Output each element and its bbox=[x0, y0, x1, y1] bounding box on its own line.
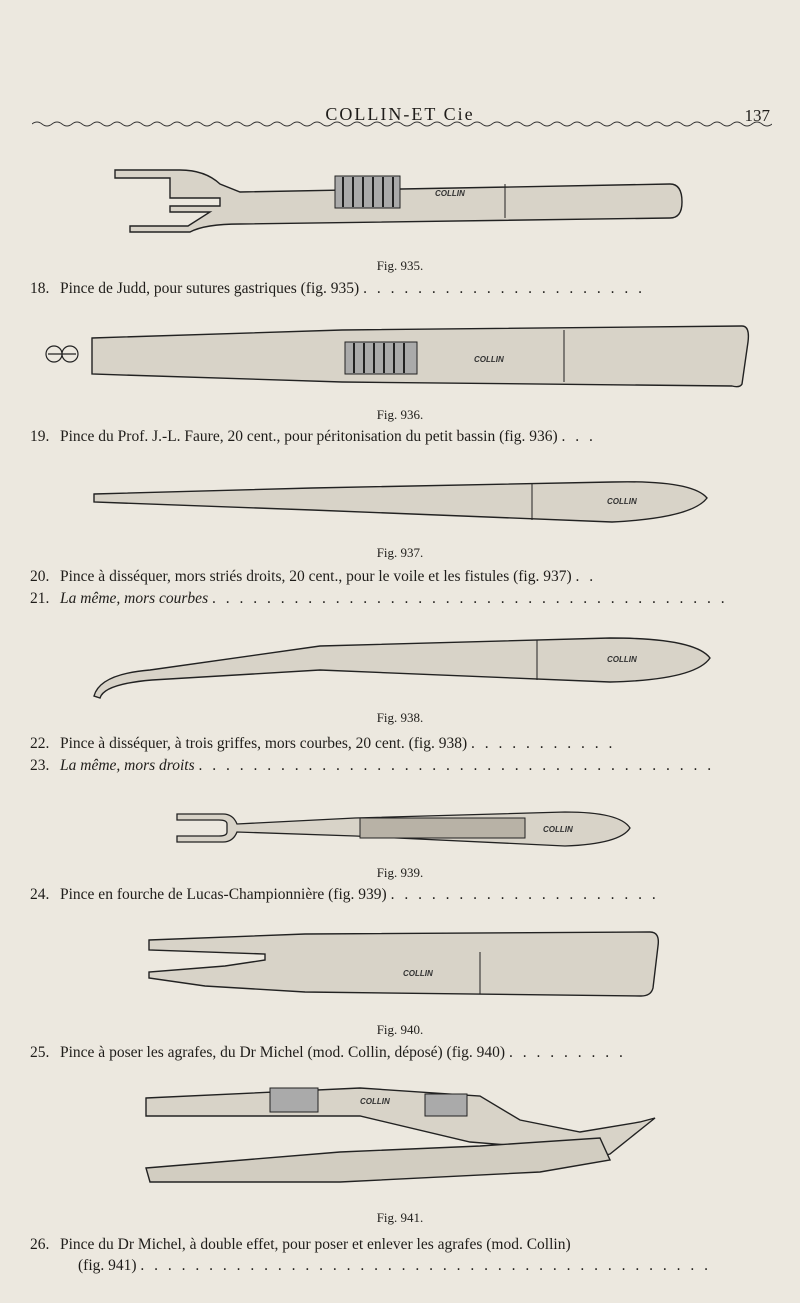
leader-dots: . . . . . . . . . . . bbox=[471, 735, 616, 752]
collin-brand-mark: COLLIN bbox=[360, 1097, 390, 1106]
item-number: 24. bbox=[30, 886, 50, 903]
figure-caption: Fig. 937. bbox=[376, 545, 424, 560]
item-text: (fig. 941) bbox=[78, 1257, 137, 1274]
tooth-detail-icon bbox=[46, 346, 78, 362]
item-number: 23. bbox=[30, 757, 50, 774]
page-number: 137 bbox=[744, 106, 770, 125]
faure-forceps-illustration bbox=[42, 322, 752, 394]
item-number: 18. bbox=[30, 280, 50, 297]
figure-caption: Fig. 938. bbox=[376, 710, 424, 725]
catalog-item bbox=[30, 590, 730, 608]
item-text: Pince à disséquer, mors striés droits, 20 cent., pour le voile et les fistules (fig. 937) bbox=[60, 568, 572, 585]
collin-brand-mark: COLLIN bbox=[607, 497, 637, 506]
catalog-item bbox=[30, 428, 730, 446]
item-text: Pince de Judd, pour sutures gastriques (fig. 935) bbox=[60, 280, 360, 297]
leader-dots: . . . bbox=[561, 428, 596, 445]
catalog-item bbox=[30, 757, 730, 775]
catalog-item bbox=[30, 735, 730, 753]
leader-dots: . . . . . . . . . . . . . . . . . . . . . bbox=[363, 280, 645, 297]
item-number: 26. bbox=[30, 1236, 50, 1253]
figure-caption: Fig. 941. bbox=[376, 1210, 424, 1225]
leader-dots: . . bbox=[575, 568, 597, 585]
item-number: 25. bbox=[30, 1044, 50, 1061]
leader-dots: . . . . . . . . . . . . . . . . . . . . . . . . . . . . . . . . . . . . . . . . . . bbox=[140, 1257, 712, 1274]
collin-brand-mark: COLLIN bbox=[543, 825, 573, 834]
figure-caption: Fig. 939. bbox=[376, 865, 424, 880]
leader-dots: . . . . . . . . . . . . . . . . . . . . . . . . . . . . . . . . . . . . . . bbox=[211, 590, 728, 607]
catalog-item bbox=[30, 1044, 730, 1062]
leader-dots: . . . . . . . . . bbox=[508, 1044, 626, 1061]
leader-dots: . . . . . . . . . . . . . . . . . . . . . . . . . . . . . . . . . . . . . . bbox=[198, 757, 715, 774]
collin-brand-mark: COLLIN bbox=[435, 189, 465, 198]
item-text: Pince en fourche de Lucas-Championnière (fig. 939) bbox=[60, 886, 387, 903]
straight-dissecting-forceps-illustration bbox=[92, 476, 712, 526]
item-text: Pince du Prof. J.-L. Faure, 20 cent., pour péritonisation du petit bassin (fig. 936) bbox=[60, 428, 558, 445]
collin-brand-mark: COLLIN bbox=[474, 355, 504, 364]
figure-caption: Fig. 935. bbox=[376, 258, 424, 273]
item-number: 20. bbox=[30, 568, 50, 585]
item-number: 19. bbox=[30, 428, 50, 445]
catalog-item bbox=[30, 280, 730, 298]
catalog-item bbox=[30, 568, 730, 586]
collin-brand-mark: COLLIN bbox=[403, 969, 433, 978]
figure-caption: Fig. 936. bbox=[376, 407, 424, 422]
fork-forceps-illustration bbox=[175, 804, 635, 854]
page-header-title: COLLIN-ET Cie bbox=[325, 104, 475, 124]
collin-brand-mark: COLLIN bbox=[607, 655, 637, 664]
header-wavy-rule bbox=[32, 120, 772, 128]
double-action-forceps-illustration bbox=[140, 1082, 665, 1190]
item-text: Pince du Dr Michel, à double effet, pour poser et enlever les agrafes (mod. Collin) bbox=[60, 1236, 571, 1253]
item-text: Pince à poser les agrafes, du Dr Michel (mod. Collin, déposé) (fig. 940) bbox=[60, 1044, 506, 1061]
catalog-item-continuation bbox=[78, 1257, 728, 1275]
item-text: La même, mors droits bbox=[60, 757, 195, 774]
curved-dissecting-forceps-illustration bbox=[90, 630, 715, 702]
figure-caption: Fig. 940. bbox=[376, 1022, 424, 1037]
item-text: La même, mors courbes bbox=[60, 590, 209, 607]
catalog-item bbox=[30, 1236, 730, 1254]
judd-forceps-illustration bbox=[110, 162, 690, 242]
item-number: 22. bbox=[30, 735, 50, 752]
clip-applying-forceps-illustration bbox=[145, 926, 665, 1002]
item-text: Pince à disséquer, à trois griffes, mors courbes, 20 cent. (fig. 938) bbox=[60, 735, 468, 752]
catalog-item bbox=[30, 886, 730, 904]
item-number: 21. bbox=[30, 590, 50, 607]
leader-dots: . . . . . . . . . . . . . . . . . . . . bbox=[390, 886, 659, 903]
